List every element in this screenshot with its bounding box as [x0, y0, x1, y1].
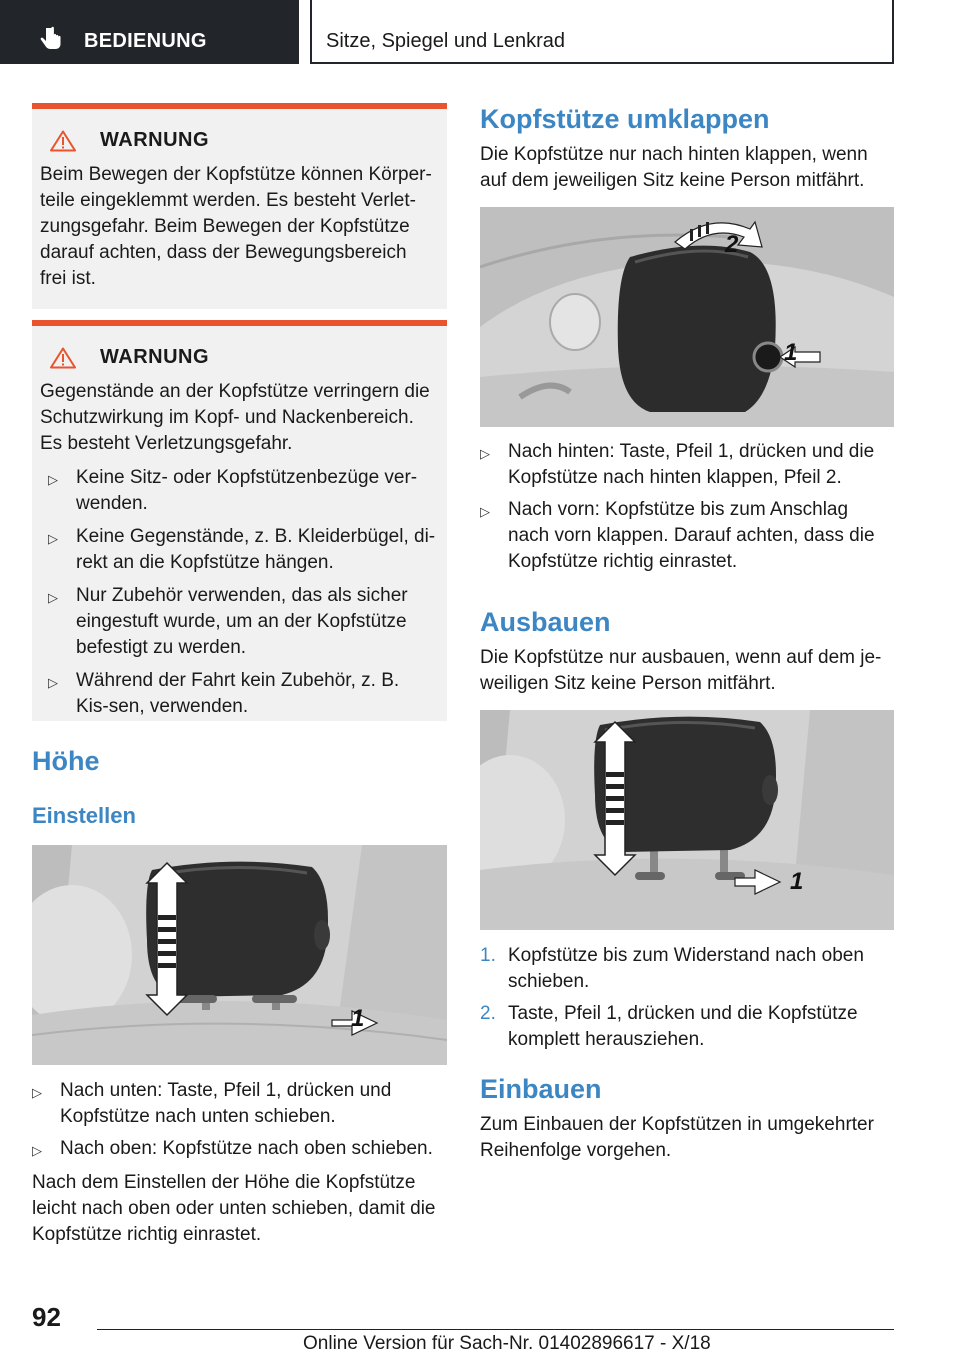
figure-headrest-height	[32, 845, 447, 1065]
hoehe-text: Nach dem Einstellen der Höhe die Kopfstütze leicht nach oben oder unten schieben, damit die Kopfstütze richtig einrastet.	[32, 1172, 436, 1245]
umklappen-intro: Die Kopfstütze nur nach hinten klappen, wenn auf dem jeweiligen Sitz keine Person mitfährt.	[480, 144, 868, 191]
hoehe-list	[32, 1078, 447, 1248]
subheading-einstellen: Einstellen	[32, 803, 136, 828]
list-item: ▷ Während der Fahrt kein Zubehör, z. B. Kis-sen, verwenden.	[48, 668, 437, 720]
figure-label: 1	[784, 339, 798, 366]
hand-pointer-icon	[38, 26, 64, 52]
bullet-triangle-icon: ▷	[480, 446, 490, 461]
bullet-triangle-icon: ▷	[32, 1143, 42, 1158]
section-tab	[310, 0, 894, 64]
section-title: Sitze, Spiegel und Lenkrad	[326, 30, 566, 52]
list-item: ▷ Nach unten: Taste, Pfeil 1, drücken und Kopfstütze nach unten schieben.	[32, 1078, 447, 1130]
warning-title: WARNUNG	[100, 346, 210, 368]
section-heading-hoehe: Höhe	[32, 746, 100, 776]
warning-box-2	[32, 320, 447, 721]
list-item: ▷ Nur Zubehör verwenden, das als sicher eingestuft wurde, um an der Kopfstütze befestigt zu werden.	[48, 583, 437, 661]
headrest-fold-illustration	[480, 207, 894, 427]
section-heading-ausbauen: Ausbauen	[480, 607, 611, 637]
headrest-remove-illustration	[480, 710, 894, 930]
chapter-title: BEDIENUNG	[84, 30, 207, 52]
umklappen-list	[480, 439, 894, 575]
warning-text: Gegenstände an der Kopfstütze verringern die Schutzwirkung im Kopf- und Nackenbereich. Es besteht Verletzungsgefahr.	[40, 381, 430, 454]
warning-text: Beim Bewegen der Kopfstütze können Körper-teile eingeklemmt werden. Es besteht Verlet-zungsgefahr. Beim Bewegen der Kopfstütze darauf achten, dass der Bewegungsbereich frei ist.	[40, 164, 432, 289]
page-number: 92	[32, 1302, 61, 1332]
section-heading-umklappen: Kopfstütze umklappen	[480, 104, 770, 134]
list-item: ▷ Nach hinten: Taste, Pfeil 1, drücken und die Kopfstütze nach hinten klappen, Pfeil 2.	[480, 439, 894, 491]
list-item: 1. Kopfstütze bis zum Widerstand nach oben schieben.	[480, 945, 864, 992]
bullet-triangle-icon: ▷	[48, 472, 58, 487]
bullet-triangle-icon: ▷	[32, 1085, 42, 1100]
warning-triangle-icon	[50, 347, 76, 369]
warning-triangle-icon	[50, 130, 76, 152]
ausbauen-steps	[480, 943, 894, 1053]
list-item: ▷ Keine Gegenstände, z. B. Kleiderbügel, di-rekt an die Kopfstütze hängen.	[48, 524, 437, 576]
figure-label: 1	[351, 1005, 365, 1032]
footer-text: Online Version für Sach-Nr. 01402896617 - X/18	[303, 1333, 711, 1354]
figure-headrest-fold	[480, 207, 894, 427]
warning-box-1	[32, 103, 447, 309]
figure-headrest-remove	[480, 710, 894, 930]
bullet-triangle-icon: ▷	[48, 531, 58, 546]
list-item: ▷ Keine Sitz- oder Kopfstützenbezüge ver-wenden.	[48, 465, 437, 517]
footer-divider	[97, 1329, 894, 1330]
list-item: ▷ Nach vorn: Kopfstütze bis zum Anschlag nach vorn klappen. Darauf achten, dass die Kopfstütze richtig einrastet.	[480, 497, 894, 575]
list-item: 2. Taste, Pfeil 1, drücken und die Kopfstütze komplett herausziehen.	[480, 1003, 858, 1050]
bullet-triangle-icon: ▷	[480, 504, 490, 519]
headrest-height-illustration	[32, 845, 447, 1065]
list-item: ▷ Nach oben: Kopfstütze nach oben schieben.	[32, 1136, 447, 1164]
einbauen-text: Zum Einbauen der Kopfstützen in umgekehrter Reihenfolge vorgehen.	[480, 1114, 874, 1161]
ausbauen-intro: Die Kopfstütze nur ausbauen, wenn auf dem je-weiligen Sitz keine Person mitfährt.	[480, 647, 882, 694]
bullet-triangle-icon: ▷	[48, 590, 58, 605]
figure-label: 2	[725, 231, 739, 258]
section-heading-einbauen: Einbauen	[480, 1074, 602, 1104]
warning-title: WARNUNG	[100, 129, 210, 151]
figure-label: 1	[790, 868, 804, 895]
chapter-tab	[0, 0, 299, 64]
bullet-triangle-icon: ▷	[48, 675, 58, 690]
